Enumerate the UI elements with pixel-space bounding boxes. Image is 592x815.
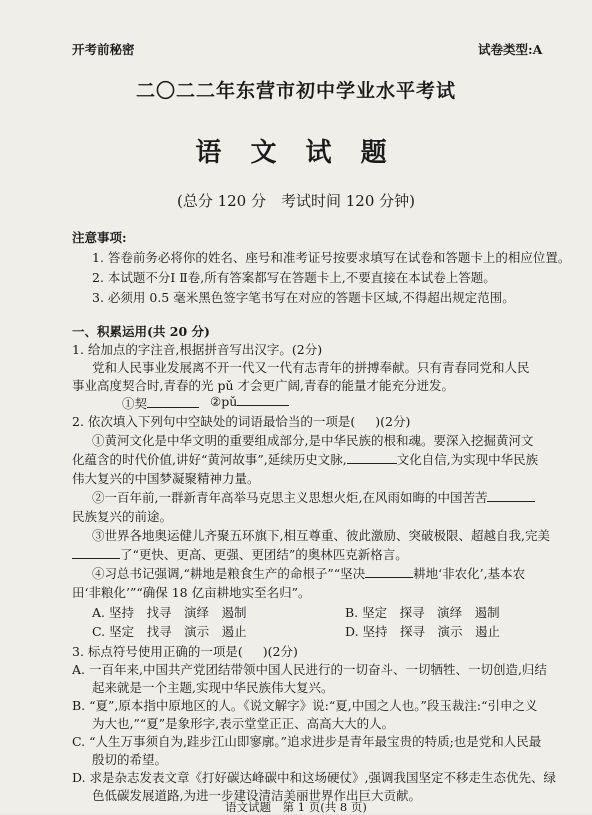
q3-option-d-line-1: D. 求是杂志发表文章《打好碳达峰碳中和这场硬仗》,强调我国坚定不移走生态优先、绿 — [72, 770, 556, 785]
q3-option-d-line-2: 色低碳发展道路,为进一步建设清洁美丽世界作出巨大贡献。 — [92, 788, 421, 803]
exam-title: 二〇二二年东营市初中学业水平考试 — [135, 80, 456, 102]
q2-sentence-2-line-1: ②一百年前,一群新青年高举马克思主义思想火炬,在风雨如晦的中国苦苦 — [92, 488, 535, 506]
q1-answer-blank-1 — [147, 407, 199, 408]
q3-option-a-line-2: 起来就是一个主题,实现中华民族伟大复兴。 — [92, 680, 334, 695]
notes-heading: 注意事项: — [72, 230, 127, 245]
q2-option-b: B. 坚定 探寻 演绎 遏制 — [345, 605, 500, 620]
note-item-1: 1. 答卷前务必将你的姓名、座号和准考证号按要求填写在试卷和答题卡上的相应位置。 — [92, 250, 571, 265]
q2-sentence-2-line-2: 民族复兴的前途。 — [72, 509, 173, 524]
q2-sentence-3-line-1: ③世界各地奥运健儿齐聚五环旗下,相互尊重、彼此激励、突破极限、超越自我,完美 — [92, 528, 550, 543]
paper-type-label: 试卷类型:A — [478, 42, 543, 57]
q1-item-1: ①契 — [122, 394, 199, 412]
q2-blank-2 — [487, 501, 535, 502]
q2-sentence-4-line-2: 田‘非粮化’”“确保 18 亿亩耕地实至名归”。 — [72, 585, 311, 600]
q3-option-b-line-2: 为大也,”“夏”是象形字,表示堂堂正正、高高大大的人。 — [92, 716, 395, 731]
q3-option-b-line-1: B. “夏”,原本指中原地区的人。《说文解字》说:“夏,中国之人也。”段玉裁注:“引申之义 — [72, 698, 538, 713]
q3-option-c-line-1: C. “人生万事须自为,跬步江山即寥廓。”追求进步是青年最宝贵的特质;也是党和人民最 — [72, 734, 542, 749]
q3-option-c-line-2: 殷切的希望。 — [92, 752, 168, 767]
q2-blank-3 — [72, 558, 120, 559]
q2-sentence-1-line-3: 伟大复兴的中国梦凝聚精神力量。 — [72, 471, 260, 486]
q2-sentence-3-line-2: 了“更快、更高、更强、更团结”的奥林匹克新格言。 — [72, 545, 408, 563]
q2-option-d: D. 坚持 探寻 演示 遏止 — [345, 624, 501, 639]
score-info: (总分 120 分 考试时间 120 分钟) — [176, 192, 416, 210]
section-heading: 一、积累运用(共 20 分) — [72, 324, 210, 339]
q1-answer-blank-2 — [237, 405, 289, 406]
q1-passage-line-1: 党和人民事业发展离不开一代又一代有志青年的拼搏奉献。只有青春同党和人民 — [92, 360, 530, 375]
q2-option-a: A. 坚持 找寻 演绎 遏制 — [92, 605, 247, 620]
q2-sentence-4-line-1: ④习总书记强调,“耕地是粮食生产的命根子”“坚决 耕地‘非农化’,基本农 — [92, 566, 526, 581]
note-item-2: 2. 本试题不分Ⅰ Ⅱ卷,所有答案都写在答题卡上,不要直接在本试卷上答题。 — [92, 270, 496, 285]
confidential-label: 开考前秘密 — [72, 42, 135, 57]
q1-item-2: ②pǔ — [210, 394, 289, 409]
page-footer: 语文试题 第 1 页(共 8 页) — [225, 800, 367, 814]
q3-stem: 3. 标点符号使用正确的一项是( )(2分) — [72, 644, 298, 659]
q2-blank-4 — [365, 577, 413, 578]
subject-title: 语 文 试 题 — [195, 138, 397, 168]
q2-option-c: C. 坚定 找寻 演示 遏止 — [92, 624, 247, 639]
q3-option-a-line-1: A. 一百年来,中国共产党团结带领中国人民进行的一切奋斗、一切牺牲、一切创造,归结 — [72, 662, 547, 677]
q1-stem: 1. 给加点的字注音,根据拼音写出汉字。(2分) — [72, 342, 323, 357]
q2-blank-1 — [347, 463, 397, 464]
q2-sentence-1-line-2: 化蕴含的时代价值,讲好“黄河故事”,延续历史文脉, 文化自信,为实现中华民族 — [72, 452, 539, 467]
q2-stem: 2. 依次填入下列句中空缺处的词语最恰当的一项是( )(2分) — [72, 414, 411, 429]
note-item-3: 3. 必须用 0.5 毫米黑色签字笔书写在对应的答题卡区域,不得超出规定范围。 — [92, 290, 515, 305]
q1-passage-line-2: 事业高度契合时,青春的光 pǔ 才会更广阔,青春的能量才能充分迸发。 — [72, 378, 454, 393]
q2-sentence-1-line-1: ①黄河文化是中华文明的重要组成部分,是中华民族的根和魂。要深入挖掘黄河文 — [92, 433, 534, 448]
